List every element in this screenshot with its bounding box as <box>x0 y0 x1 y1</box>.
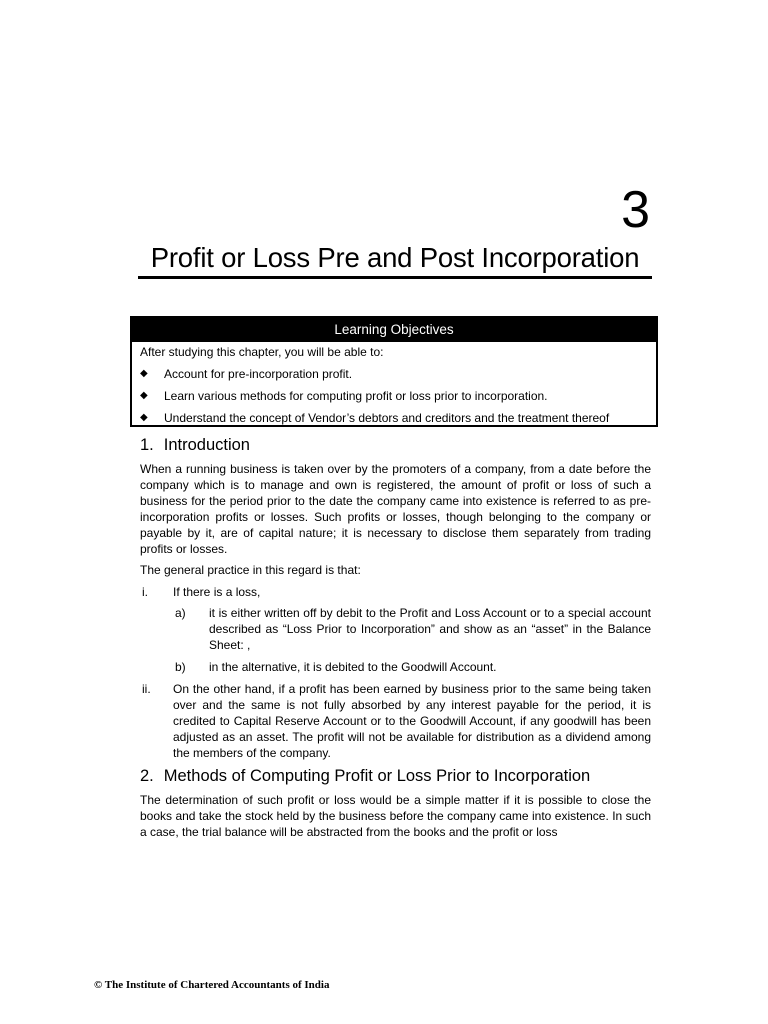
section-title: Methods of Computing Profit or Loss Prior to Incorporation <box>163 767 591 785</box>
diamond-bullet-icon: ◆ <box>140 390 148 401</box>
chapter-title: Profit or Loss Pre and Post Incorporation <box>138 240 652 279</box>
list-item <box>132 403 656 425</box>
diamond-bullet-icon: ◆ <box>140 368 148 379</box>
section-heading-methods <box>140 766 590 786</box>
section-number: 2. <box>140 767 154 785</box>
list-marker: i. <box>142 585 148 599</box>
list-marker: b) <box>175 660 186 674</box>
list-marker: a) <box>175 606 186 620</box>
list-text: On the other hand, if a profit has been earned by business prior to the same being taken over and the same is not fully absorbed by any interest payable for the period, it is credited to Capital Reserve Account or to the Goodwill Account, if any goodwill has been adjusted as an asset. The profit will not be available for distribution as a dividend among the members of the company. <box>173 682 651 760</box>
learning-objectives-list <box>132 359 656 425</box>
section-title: Introduction <box>163 436 250 454</box>
chapter-number: 3 <box>621 181 650 239</box>
objective-text: Account for pre-incorporation profit. <box>164 367 353 381</box>
copyright-footer: © The Institute of Chartered Accountants of India <box>94 979 330 991</box>
objective-text: Learn various methods for computing profit or loss prior to incorporation. <box>164 389 548 403</box>
introduction-paragraph: When a running business is taken over by the promoters of a company, from a date before the company which is to manage and own is registered, the amount of profit or loss of such a business for the period prior to the date the company came into existence is referred to as pre-incorporation profits or losses. Such profits or losses, though belonging to the company or payable by it, are of capital nature; it is necessary to disclose them separately from trading profits or losses. <box>140 462 651 556</box>
list-item <box>132 381 656 403</box>
objective-text: Understand the concept of Vendor’s debtors and creditors and the treatment thereof <box>164 411 610 425</box>
list-text: If there is a loss, <box>173 585 261 599</box>
list-marker: ii. <box>142 682 151 696</box>
learning-objectives-header: Learning Objectives <box>132 318 656 342</box>
methods-paragraph: The determination of such profit or loss would be a simple matter if it is possible to close the books and take the stock held by the business before the company came into existence. In such a case, the trial balance will be abstracted from the books and the profit or loss <box>140 793 651 839</box>
list-text: it is either written off by debit to the Profit and Loss Account or to a special account described as “Loss Prior to Incorporation” and show as an “asset” in the Balance Sheet: , <box>209 606 651 652</box>
list-text: in the alternative, it is debited to the Goodwill Account. <box>209 660 497 674</box>
learning-objectives-intro: After studying this chapter, you will be able to: <box>140 345 384 359</box>
section-heading-introduction <box>140 435 250 455</box>
section-number: 1. <box>140 436 154 454</box>
learning-objectives-box <box>130 316 658 427</box>
general-practice-paragraph: The general practice in this regard is that: <box>140 563 361 577</box>
diamond-bullet-icon: ◆ <box>140 412 148 423</box>
list-item <box>132 359 656 381</box>
